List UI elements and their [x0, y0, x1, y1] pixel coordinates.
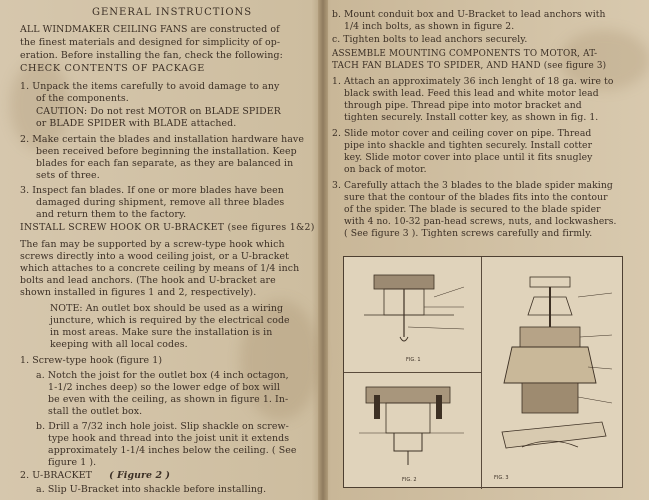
step-b-line: b. Mount conduit box and U-Bracket to lead anchors with [332, 9, 606, 20]
note-line: keeping with all local codes. [50, 339, 188, 350]
right-item1-line: tighten securely. Install cotter key, as shown in fig. 1. [344, 112, 599, 123]
item2-line: sets of three. [36, 170, 100, 181]
step-b-line: figure 1 ). [48, 457, 97, 468]
step-b-line: approximately 1-1/4 inches below the ceiling. ( See [48, 445, 297, 456]
right-item3-line: 3. Carefully attach the 3 blades to the blade spider making [332, 180, 613, 191]
step-b-line: b. Drill a 7/32 inch hole joist. Slip shackle on screw- [36, 421, 289, 432]
ubracket-step-a: a. Slip U-Bracket into shackle before installing. [36, 484, 267, 495]
figure-panel [343, 256, 623, 488]
install-body-line: screws directly into a wood ceiling joist, or a U-bracket [20, 251, 290, 262]
ubracket-figure-ref: ( Figure 2 ) [109, 470, 171, 481]
step-c-line: c. Tighten bolts to lead anchors securely. [332, 34, 528, 45]
check-contents-heading: CHECK CONTENTS OF PACKAGE [20, 63, 205, 74]
right-item2-line: pipe into shackle and tighten securely. Install cotter [344, 140, 593, 151]
step-a-line: a. Notch the joist for the outlet box (4 inch octagon, [36, 370, 289, 381]
figure-3-label: FIG. 3 [494, 475, 509, 481]
figure-1 [344, 257, 482, 373]
step-b-line: type hook and thread into the joist unit it extends [48, 433, 290, 444]
general-instructions-title: GENERAL INSTRUCTIONS [92, 7, 253, 18]
caution-line: CAUTION: Do not rest MOTOR on BLADE SPIDER [36, 106, 281, 117]
install-body-line: which attaches to a concrete ceiling by means of 1/4 inch [20, 263, 300, 274]
figure-3 [482, 257, 624, 489]
right-item2-line: on back of motor. [344, 164, 427, 175]
step-b-line: 1/4 inch bolts, as shown in figure 2. [344, 21, 515, 32]
figure-1-label: FIG. 1 [406, 357, 421, 363]
right-item2-line: key. Slide motor cover into place until it fits snugley [344, 152, 593, 163]
right-item3-line: of the spider. The blade is secured to the blade spider [344, 204, 601, 215]
assemble-heading: ASSEMBLE MOUNTING COMPONENTS TO MOTOR, AT- [332, 49, 598, 59]
install-body-line: The fan may be supported by a screw-type hook which [20, 239, 285, 250]
ubracket-heading [20, 470, 170, 482]
right-item2-line: 2. Slide motor cover and ceiling cover on pipe. Thread [332, 128, 592, 139]
install-body-line: shown installed in figures 1 and 2, respectively). [20, 287, 257, 298]
step-a-line: be even with the ceiling, as shown in figure 1. In- [48, 394, 289, 405]
item1-line: of the components. [36, 93, 129, 104]
figure-3-drawing [482, 257, 624, 489]
right-item1-line: black swith lead. Feed this lead and white motor lead [344, 88, 599, 99]
install-heading: INSTALL SCREW HOOK OR U-BRACKET (see figures 1&2) [20, 222, 315, 233]
ubracket-label: 2. U-BRACKET [20, 470, 93, 481]
intro-line: eration. Before installing the fan, check the following: [20, 50, 283, 61]
figure-1-drawing [344, 257, 482, 373]
right-item1-line: 1. Attach an approximately 36 inch lenght of 18 ga. wire to [332, 76, 614, 87]
step-a-line: stall the outlet box. [48, 406, 143, 417]
item3-line: damaged during shipment, remove all three blades [36, 197, 285, 208]
item1-line: 1. Unpack the items carefully to avoid damage to any [20, 81, 280, 92]
item3-line: and return them to the factory. [36, 209, 187, 220]
item2-line: blades for each fan separate, as they are balanced in [36, 158, 294, 169]
figure-2-label: FIG. 2 [402, 477, 417, 483]
step-a-line: 1-1/2 inches deep) so the lower edge of box will [48, 382, 280, 393]
item2-line: been received before beginning the installation. Keep [36, 146, 297, 157]
right-item3-line: sure that the contour of the blades fits into the contour [344, 192, 608, 203]
left-page [0, 0, 318, 500]
intro-line: the finest materials and designed for simplicity of op- [20, 37, 281, 48]
caution-line: or BLADE SPIDER with BLADE attached. [36, 118, 237, 129]
right-item1-line: through pipe. Thread pipe into motor bracket and [344, 100, 582, 111]
page-gutter [318, 0, 328, 500]
note-line: juncture, which is required by the electrical code [50, 315, 290, 326]
right-item3-line: ( See figure 3 ). Tighten screws carefully and firmly. [344, 228, 593, 239]
intro-line: ALL WINDMAKER CEILING FANS are constructed of [20, 24, 280, 35]
note-line: NOTE: An outlet box should be used as a wiring [50, 303, 284, 314]
install-body-line: bolts and lead anchors. (The hook and U-bracket are [20, 275, 276, 286]
figure-2-drawing [344, 373, 482, 489]
item3-line: 3. Inspect fan blades. If one or more blades have been [20, 185, 284, 196]
screw-hook-heading: 1. Screw-type hook (figure 1) [20, 355, 163, 366]
assemble-heading: TACH FAN BLADES TO SPIDER, AND HAND (see figure 3) [332, 61, 607, 71]
item2-line: 2. Make certain the blades and installation hardware have [20, 134, 304, 145]
note-line: in most areas. Make sure the installation is in [50, 327, 273, 338]
right-item3-line: with 4 no. 10-32 pan-head screws, nuts, and lockwashers. [344, 217, 617, 227]
figure-2 [344, 373, 482, 489]
